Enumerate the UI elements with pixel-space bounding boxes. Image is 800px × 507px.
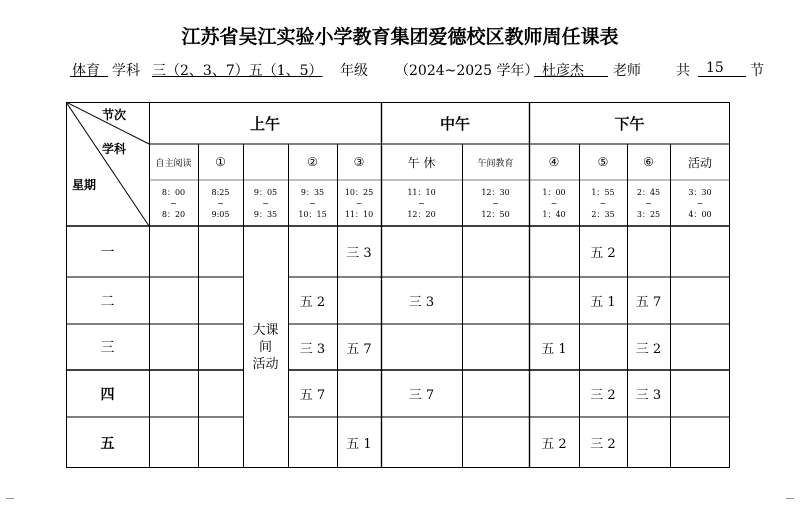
period-time-part: 1：00	[542, 187, 566, 197]
timetable-cell	[579, 324, 627, 370]
timetable-cell	[462, 417, 529, 468]
period-time-part: ~	[217, 198, 224, 208]
period-time-part: ~	[696, 198, 704, 208]
teacher-name: 杜彦杰	[542, 63, 584, 79]
teacher-label: 老师	[613, 63, 641, 79]
period-time-part: 8：20	[161, 209, 186, 219]
header-afternoon: 下午	[614, 114, 645, 133]
timetable-cell	[198, 370, 243, 417]
period-time	[149, 182, 198, 224]
period-time	[337, 182, 381, 224]
timetable-cell	[627, 417, 670, 468]
period-time	[243, 182, 288, 224]
big-break-line: 间	[258, 339, 272, 355]
timetable-cell: 五 1	[541, 341, 567, 357]
period-time-part: ~	[309, 198, 316, 208]
timetable-cell: 三 3	[346, 246, 372, 261]
teacher-underline	[534, 76, 608, 77]
timetable-cell	[149, 226, 198, 277]
period-time	[579, 182, 627, 224]
unit-label: 节	[750, 63, 764, 79]
period-time	[529, 182, 579, 224]
period-time-part: 9：35	[300, 187, 325, 197]
subject-label: 学科	[112, 63, 140, 79]
timetable-cell: 五 7	[346, 341, 372, 357]
subject-underline	[70, 76, 108, 77]
classes-value: 三（2、3、7）五（1、5）	[152, 63, 323, 79]
period-time-part: 9：05	[253, 187, 278, 197]
big-break-activity	[243, 226, 288, 468]
timetable-cell: 三 2	[590, 388, 616, 403]
timetable-cell	[462, 277, 529, 324]
total-count: 15	[706, 60, 724, 76]
period-time-part: 11：10	[407, 187, 436, 197]
period-time-part: ~	[418, 198, 425, 208]
timetable-cell: 三 3	[408, 295, 435, 310]
period-time-part: ~	[550, 198, 558, 208]
period-header: ⑥	[643, 155, 654, 169]
timetable-cell: 三 3	[635, 388, 662, 403]
period-header: 午间教育	[477, 158, 514, 169]
weekday-label: 四	[100, 386, 115, 403]
period-time-part: 12：30	[481, 187, 510, 197]
timetable-cell	[337, 370, 381, 417]
timetable-cell	[529, 277, 579, 324]
timetable-cell	[381, 324, 462, 370]
timetable-cell: 五 7	[635, 295, 662, 310]
period-time	[462, 182, 529, 224]
period-time-part: 11：10	[344, 209, 374, 219]
timetable	[66, 102, 730, 468]
timetable-cell: 三 7	[408, 388, 435, 403]
timetable-cell	[149, 277, 198, 324]
page-corner-mark	[786, 498, 794, 507]
corner-weekday-label: 星期	[72, 178, 97, 192]
period-time-part: 2：45	[636, 187, 661, 197]
period-time-part: 1：55	[591, 187, 615, 197]
timetable-cell: 五 1	[590, 295, 616, 310]
period-time	[670, 182, 730, 224]
weekday-label: 一	[100, 244, 115, 261]
period-time-part: 12：20	[407, 209, 436, 219]
timetable-cell	[529, 370, 579, 417]
period-time-part: 10：25	[344, 187, 374, 197]
page-corner-mark	[6, 498, 14, 507]
period-time-part: ~	[262, 198, 269, 208]
timetable-cell	[529, 226, 579, 277]
timetable-cell: 五 2	[590, 246, 616, 261]
timetable-cell	[462, 370, 529, 417]
total-label: 共	[676, 63, 690, 79]
timetable-cell	[288, 417, 337, 468]
timetable-cell: 三 2	[635, 341, 662, 357]
period-time-part: 1：40	[542, 209, 566, 219]
timetable-cell	[670, 370, 730, 417]
header-noon: 中午	[439, 114, 470, 133]
period-time	[198, 182, 243, 224]
timetable-cell: 五 2	[541, 437, 567, 452]
period-time-part: 2：35	[591, 209, 615, 219]
timetable-cell	[198, 277, 243, 324]
page-title: 江苏省吴江实验小学教育集团爱德校区教师周任课表	[181, 26, 619, 48]
timetable-cell	[198, 226, 243, 277]
period-time	[381, 182, 462, 224]
period-header: ③	[353, 155, 365, 169]
timetable-cell	[198, 417, 243, 468]
timetable-cell: 五 1	[346, 437, 372, 452]
period-time-part: ~	[170, 198, 177, 208]
total-underline	[698, 76, 746, 77]
period-header: ①	[215, 155, 226, 169]
corner-subject-label: 学科	[102, 142, 127, 156]
timetable-cell	[288, 226, 337, 277]
timetable-cell	[381, 226, 462, 277]
timetable-cell: 五 2	[299, 295, 326, 310]
big-break-line: 活动	[252, 356, 279, 372]
period-header: 活动	[687, 155, 712, 170]
timetable-cell	[149, 370, 198, 417]
subject-value: 体育	[72, 63, 100, 79]
period-time-part: 4：00	[688, 209, 712, 219]
corner-period-label: 节次	[102, 108, 127, 122]
period-time	[627, 182, 670, 224]
timetable-cell	[198, 324, 243, 370]
header-morning: 上午	[249, 114, 280, 133]
timetable-cell	[670, 324, 730, 370]
period-time-part: 3：25	[636, 209, 661, 219]
period-header	[243, 144, 288, 180]
period-time-part: 8:25	[211, 187, 230, 197]
big-break-line: 大课	[252, 322, 279, 338]
period-time-part: 8：00	[161, 187, 186, 197]
grade-label: 年级	[340, 63, 368, 79]
timetable-cell	[381, 417, 462, 468]
period-time-part: ~	[492, 198, 499, 208]
timetable-cell	[670, 417, 730, 468]
timetable-cell	[337, 277, 381, 324]
weekday-label: 三	[100, 340, 115, 356]
timetable-cell	[670, 226, 730, 277]
period-time-part: 3：30	[688, 187, 712, 197]
period-time-part: ~	[599, 198, 607, 208]
timetable-cell	[670, 277, 730, 324]
timetable-cell: 五 7	[299, 388, 326, 403]
period-header: 午 休	[407, 155, 436, 170]
weekday-label: 五	[100, 435, 115, 452]
timetable-cell	[149, 324, 198, 370]
timetable-cell: 三 2	[590, 437, 616, 452]
period-header: 自主阅读	[155, 158, 192, 169]
period-time	[288, 182, 337, 224]
school-year: （2024~2025 学年）	[395, 63, 539, 79]
timetable-cell	[462, 324, 529, 370]
period-header: ⑤	[597, 155, 609, 169]
period-header: ④	[548, 155, 560, 169]
period-time-part: ~	[355, 198, 363, 208]
period-header: ②	[307, 155, 318, 169]
timetable-cell	[149, 417, 198, 468]
timetable-cell	[627, 226, 670, 277]
period-time-part: 12：50	[481, 209, 510, 219]
period-time-part: 10：15	[298, 209, 327, 219]
period-time-part: 9:05	[211, 209, 230, 219]
period-time-part: ~	[645, 198, 652, 208]
timetable-cell	[462, 226, 529, 277]
period-time-part: 9：35	[253, 209, 278, 219]
timetable-cell: 三 3	[299, 341, 326, 357]
weekday-label: 二	[100, 293, 115, 310]
